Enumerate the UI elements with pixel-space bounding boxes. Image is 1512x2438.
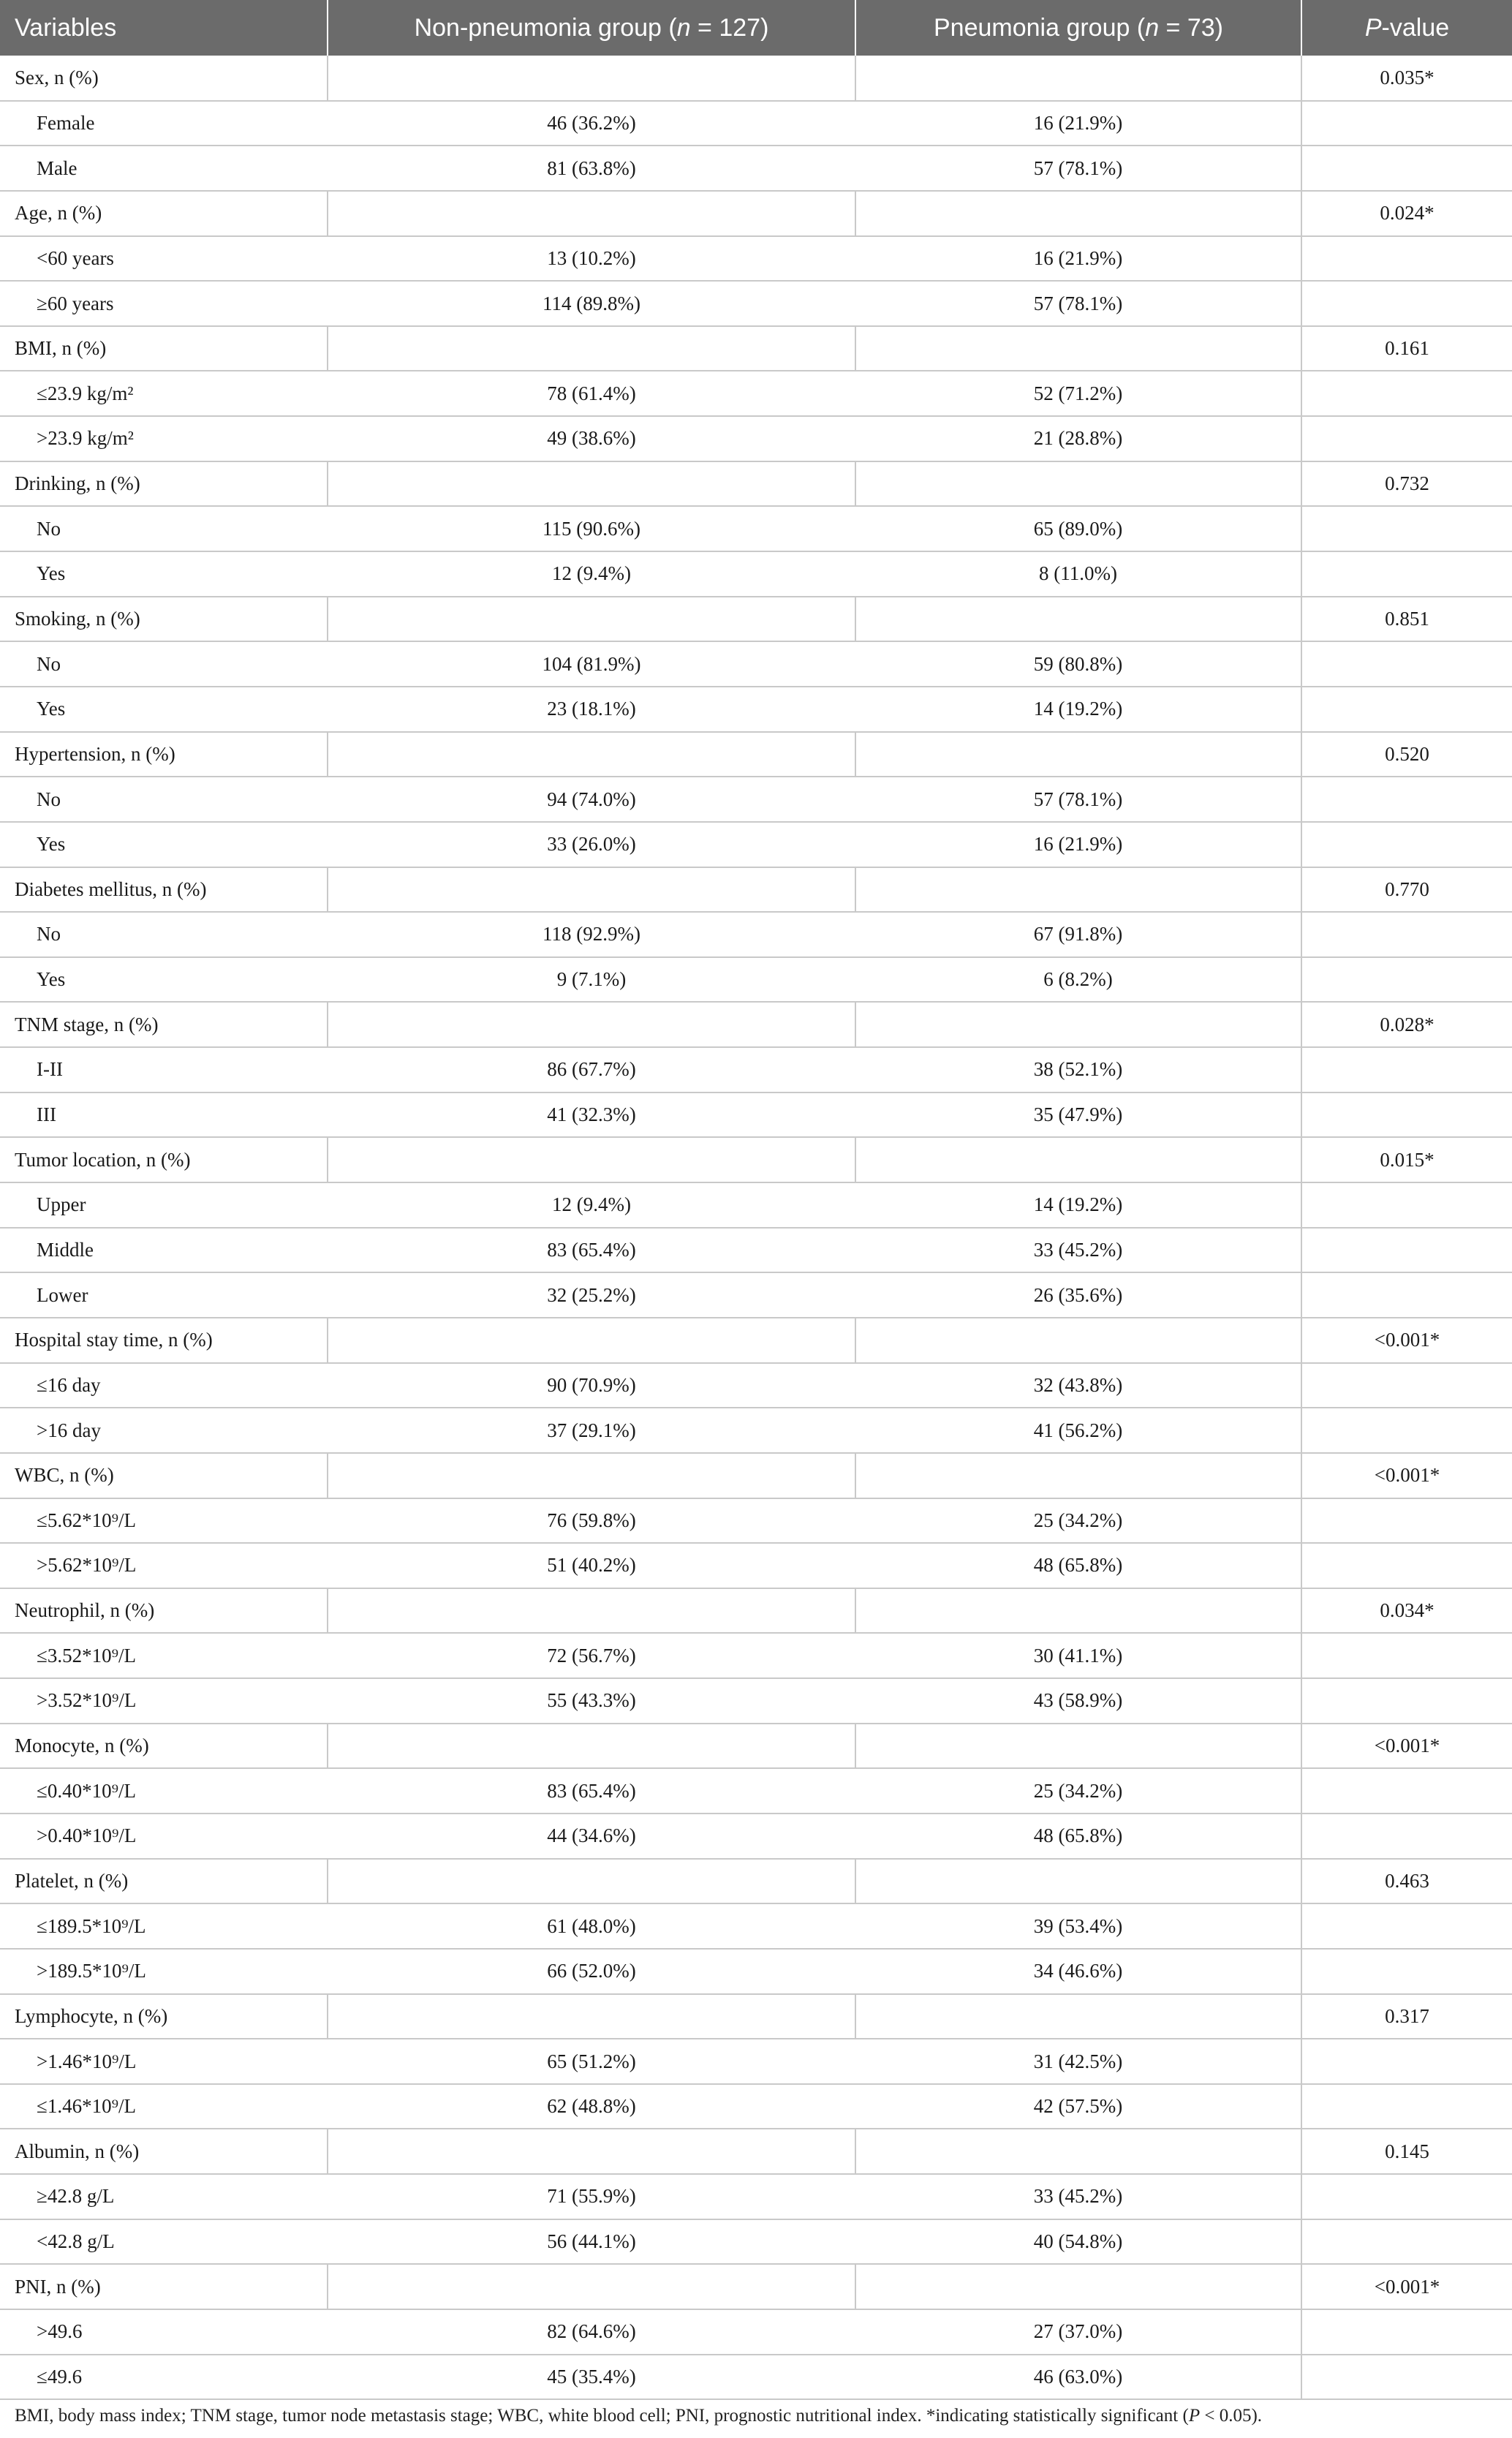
cell-variable: Hospital stay time, n (%) — [0, 1318, 328, 1363]
cell-p-value: 0.770 — [1301, 867, 1512, 913]
cell-variable: No — [0, 506, 328, 551]
cell-non-pneumonia: 83 (65.4%) — [328, 1228, 855, 1273]
cell-non-pneumonia: 118 (92.9%) — [328, 912, 855, 957]
table-row-variable — [0, 191, 1512, 236]
cell-p-value — [1301, 2084, 1512, 2129]
cell-pneumonia — [855, 1002, 1301, 1047]
table-row-category — [0, 2219, 1512, 2265]
cell-non-pneumonia: 23 (18.1%) — [328, 687, 855, 732]
header-variables: Variables — [0, 0, 328, 56]
cell-variable: Yes — [0, 957, 328, 1003]
table-header — [0, 0, 1512, 56]
cell-p-value — [1301, 1949, 1512, 1994]
cell-pneumonia: 34 (46.6%) — [855, 1949, 1301, 1994]
table-row-variable — [0, 56, 1512, 101]
cell-non-pneumonia — [328, 1588, 855, 1634]
cell-non-pneumonia: 83 (65.4%) — [328, 1768, 855, 1814]
cell-non-pneumonia: 81 (63.8%) — [328, 146, 855, 191]
cell-variable: No — [0, 641, 328, 687]
cell-pneumonia — [855, 1859, 1301, 1904]
cell-non-pneumonia — [328, 1318, 855, 1363]
table-row-category — [0, 2174, 1512, 2219]
cell-non-pneumonia: 37 (29.1%) — [328, 1408, 855, 1453]
cell-pneumonia: 16 (21.9%) — [855, 822, 1301, 867]
table-row-category — [0, 777, 1512, 822]
cell-pneumonia: 57 (78.1%) — [855, 777, 1301, 822]
cell-p-value: 0.015* — [1301, 1137, 1512, 1182]
table-row-category — [0, 2039, 1512, 2084]
cell-non-pneumonia: 46 (36.2%) — [328, 101, 855, 146]
table-footnote: BMI, body mass index; TNM stage, tumor node metastasis stage; WBC, white blood cell; PNI, prognostic nutritional index. *indicating statistically significant (P < 0.05). — [15, 2406, 1263, 2426]
table-row-variable — [0, 2129, 1512, 2174]
table-row-category — [0, 416, 1512, 461]
cell-pneumonia — [855, 597, 1301, 642]
table-row-category — [0, 1949, 1512, 1994]
cell-pneumonia — [855, 1453, 1301, 1498]
cell-p-value — [1301, 1678, 1512, 1724]
cell-variable: >5.62*10⁹/L — [0, 1543, 328, 1588]
cell-non-pneumonia — [328, 1002, 855, 1047]
cell-p-value — [1301, 2355, 1512, 2400]
cell-p-value — [1301, 1498, 1512, 1544]
cell-non-pneumonia — [328, 1137, 855, 1182]
cell-variable: Male — [0, 146, 328, 191]
table-row-category — [0, 371, 1512, 416]
cell-variable: >16 day — [0, 1408, 328, 1453]
cell-variable: ≤5.62*10⁹/L — [0, 1498, 328, 1544]
header-p-value: P-value — [1301, 0, 1512, 56]
cell-non-pneumonia: 49 (38.6%) — [328, 416, 855, 461]
table-row-variable — [0, 1994, 1512, 2039]
cell-p-value — [1301, 1903, 1512, 1949]
cell-variable: >3.52*10⁹/L — [0, 1678, 328, 1724]
cell-p-value — [1301, 506, 1512, 551]
cell-p-value: <0.001* — [1301, 2264, 1512, 2309]
cell-non-pneumonia: 72 (56.7%) — [328, 1633, 855, 1678]
cell-pneumonia: 38 (52.1%) — [855, 1047, 1301, 1092]
cell-non-pneumonia: 44 (34.6%) — [328, 1814, 855, 1859]
cell-variable: Tumor location, n (%) — [0, 1137, 328, 1182]
cell-pneumonia: 14 (19.2%) — [855, 687, 1301, 732]
table-row-category — [0, 236, 1512, 282]
cell-non-pneumonia — [328, 867, 855, 913]
cell-p-value — [1301, 101, 1512, 146]
cell-variable: ≥60 years — [0, 281, 328, 326]
cell-non-pneumonia — [328, 1994, 855, 2039]
cell-variable: >189.5*10⁹/L — [0, 1949, 328, 1994]
table-row-category — [0, 641, 1512, 687]
table-row-category — [0, 2084, 1512, 2129]
table-row-variable — [0, 1002, 1512, 1047]
cell-non-pneumonia: 61 (48.0%) — [328, 1903, 855, 1949]
cell-variable: >0.40*10⁹/L — [0, 1814, 328, 1859]
cell-pneumonia: 8 (11.0%) — [855, 551, 1301, 597]
cell-non-pneumonia: 115 (90.6%) — [328, 506, 855, 551]
cell-p-value — [1301, 687, 1512, 732]
cell-variable: ≤0.40*10⁹/L — [0, 1768, 328, 1814]
table-row-category — [0, 912, 1512, 957]
cell-pneumonia: 16 (21.9%) — [855, 101, 1301, 146]
cell-variable: Yes — [0, 687, 328, 732]
cell-p-value — [1301, 2219, 1512, 2265]
cell-non-pneumonia: 51 (40.2%) — [328, 1543, 855, 1588]
table-row-category — [0, 1903, 1512, 1949]
cell-variable: Sex, n (%) — [0, 56, 328, 101]
cell-pneumonia: 25 (34.2%) — [855, 1498, 1301, 1544]
table-row-category — [0, 687, 1512, 732]
cell-p-value: 0.317 — [1301, 1994, 1512, 2039]
cell-variable: I-II — [0, 1047, 328, 1092]
cell-p-value: <0.001* — [1301, 1453, 1512, 1498]
table-row-category — [0, 2355, 1512, 2400]
cell-variable: Upper — [0, 1182, 328, 1228]
cell-variable: >23.9 kg/m² — [0, 416, 328, 461]
cell-variable: Yes — [0, 822, 328, 867]
table-row-variable — [0, 597, 1512, 642]
table-row-variable — [0, 2264, 1512, 2309]
cell-pneumonia: 67 (91.8%) — [855, 912, 1301, 957]
cell-variable: ≤3.52*10⁹/L — [0, 1633, 328, 1678]
cell-non-pneumonia — [328, 1724, 855, 1769]
cell-non-pneumonia — [328, 597, 855, 642]
table-row-category — [0, 1633, 1512, 1678]
cell-p-value — [1301, 416, 1512, 461]
table-row-category — [0, 1228, 1512, 1273]
cell-p-value — [1301, 2039, 1512, 2084]
cell-variable: PNI, n (%) — [0, 2264, 328, 2309]
cell-pneumonia: 31 (42.5%) — [855, 2039, 1301, 2084]
cell-p-value: 0.145 — [1301, 2129, 1512, 2174]
header-non-pneumonia: Non-pneumonia group (n = 127) — [328, 0, 855, 56]
cell-pneumonia: 6 (8.2%) — [855, 957, 1301, 1003]
cell-variable: WBC, n (%) — [0, 1453, 328, 1498]
cell-variable: Lymphocyte, n (%) — [0, 1994, 328, 2039]
cell-variable: Albumin, n (%) — [0, 2129, 328, 2174]
cell-variable: Yes — [0, 551, 328, 597]
cell-p-value — [1301, 1363, 1512, 1408]
cell-pneumonia — [855, 732, 1301, 777]
cell-non-pneumonia: 45 (35.4%) — [328, 2355, 855, 2400]
cell-pneumonia: 33 (45.2%) — [855, 2174, 1301, 2219]
cell-variable: No — [0, 912, 328, 957]
cell-variable: Drinking, n (%) — [0, 461, 328, 507]
cell-p-value — [1301, 371, 1512, 416]
cell-p-value: 0.034* — [1301, 1588, 1512, 1634]
cell-pneumonia: 40 (54.8%) — [855, 2219, 1301, 2265]
cell-non-pneumonia: 56 (44.1%) — [328, 2219, 855, 2265]
cell-variable: <42.8 g/L — [0, 2219, 328, 2265]
cell-p-value: <0.001* — [1301, 1724, 1512, 1769]
table-row-variable — [0, 1859, 1512, 1904]
cell-pneumonia: 30 (41.1%) — [855, 1633, 1301, 1678]
cell-p-value: 0.851 — [1301, 597, 1512, 642]
cell-pneumonia: 33 (45.2%) — [855, 1228, 1301, 1273]
cell-non-pneumonia: 65 (51.2%) — [328, 2039, 855, 2084]
cell-p-value — [1301, 551, 1512, 597]
cell-variable: Monocyte, n (%) — [0, 1724, 328, 1769]
cell-variable: Hypertension, n (%) — [0, 732, 328, 777]
cell-non-pneumonia: 71 (55.9%) — [328, 2174, 855, 2219]
cell-p-value: 0.024* — [1301, 191, 1512, 236]
table-row-variable — [0, 326, 1512, 371]
cell-pneumonia — [855, 1724, 1301, 1769]
cell-non-pneumonia — [328, 1453, 855, 1498]
table-row-category — [0, 822, 1512, 867]
table-row-category — [0, 1182, 1512, 1228]
cell-p-value — [1301, 281, 1512, 326]
cell-pneumonia: 42 (57.5%) — [855, 2084, 1301, 2129]
cell-pneumonia: 14 (19.2%) — [855, 1182, 1301, 1228]
table-row-category — [0, 2309, 1512, 2355]
cell-variable: >49.6 — [0, 2309, 328, 2355]
table-row-category — [0, 1498, 1512, 1544]
cell-p-value — [1301, 1768, 1512, 1814]
cell-variable: ≤189.5*10⁹/L — [0, 1903, 328, 1949]
table-row-category — [0, 957, 1512, 1003]
cell-variable: ≥42.8 g/L — [0, 2174, 328, 2219]
cell-pneumonia: 41 (56.2%) — [855, 1408, 1301, 1453]
table-row-category — [0, 551, 1512, 597]
cell-p-value: 0.520 — [1301, 732, 1512, 777]
cell-variable: ≤49.6 — [0, 2355, 328, 2400]
cell-pneumonia — [855, 2264, 1301, 2309]
cell-p-value — [1301, 822, 1512, 867]
cell-non-pneumonia: 86 (67.7%) — [328, 1047, 855, 1092]
cell-variable: Diabetes mellitus, n (%) — [0, 867, 328, 913]
cell-non-pneumonia: 55 (43.3%) — [328, 1678, 855, 1724]
table-row-variable — [0, 1588, 1512, 1634]
cell-non-pneumonia: 13 (10.2%) — [328, 236, 855, 282]
table-row-category — [0, 1363, 1512, 1408]
cell-non-pneumonia — [328, 56, 855, 101]
cell-pneumonia: 35 (47.9%) — [855, 1092, 1301, 1138]
cell-variable: Lower — [0, 1272, 328, 1318]
cell-p-value — [1301, 146, 1512, 191]
cell-p-value — [1301, 1182, 1512, 1228]
cell-pneumonia: 27 (37.0%) — [855, 2309, 1301, 2355]
cell-p-value — [1301, 957, 1512, 1003]
cell-non-pneumonia: 9 (7.1%) — [328, 957, 855, 1003]
table-row-category — [0, 146, 1512, 191]
cell-p-value: 0.028* — [1301, 1002, 1512, 1047]
cell-non-pneumonia: 78 (61.4%) — [328, 371, 855, 416]
cell-non-pneumonia: 66 (52.0%) — [328, 1949, 855, 1994]
cell-pneumonia: 65 (89.0%) — [855, 506, 1301, 551]
cell-pneumonia: 16 (21.9%) — [855, 236, 1301, 282]
cell-p-value: 0.035* — [1301, 56, 1512, 101]
table-row-category — [0, 1047, 1512, 1092]
table-row-variable — [0, 732, 1512, 777]
header-pneumonia: Pneumonia group (n = 73) — [855, 0, 1301, 56]
table-row-category — [0, 1543, 1512, 1588]
table-row-variable — [0, 1453, 1512, 1498]
cell-p-value — [1301, 2174, 1512, 2219]
table-body — [0, 56, 1512, 2399]
cell-variable: Smoking, n (%) — [0, 597, 328, 642]
cell-p-value — [1301, 1633, 1512, 1678]
cell-p-value: <0.001* — [1301, 1318, 1512, 1363]
cell-non-pneumonia: 104 (81.9%) — [328, 641, 855, 687]
table-row-variable — [0, 867, 1512, 913]
cell-p-value — [1301, 1228, 1512, 1273]
cell-non-pneumonia: 12 (9.4%) — [328, 551, 855, 597]
cell-p-value — [1301, 777, 1512, 822]
cell-variable: <60 years — [0, 236, 328, 282]
cell-pneumonia — [855, 191, 1301, 236]
cell-p-value: 0.161 — [1301, 326, 1512, 371]
cell-p-value: 0.463 — [1301, 1859, 1512, 1904]
cell-pneumonia — [855, 1318, 1301, 1363]
cell-variable: Middle — [0, 1228, 328, 1273]
cell-non-pneumonia: 82 (64.6%) — [328, 2309, 855, 2355]
cell-pneumonia — [855, 2129, 1301, 2174]
table-row-category — [0, 101, 1512, 146]
cell-p-value — [1301, 2309, 1512, 2355]
cell-pneumonia: 59 (80.8%) — [855, 641, 1301, 687]
table-row-category — [0, 506, 1512, 551]
cell-non-pneumonia: 90 (70.9%) — [328, 1363, 855, 1408]
cell-pneumonia — [855, 1994, 1301, 2039]
cell-non-pneumonia: 76 (59.8%) — [328, 1498, 855, 1544]
cell-pneumonia — [855, 867, 1301, 913]
cell-non-pneumonia — [328, 326, 855, 371]
table-row-variable — [0, 1724, 1512, 1769]
cell-p-value — [1301, 912, 1512, 957]
cell-p-value — [1301, 1092, 1512, 1138]
table-row-category — [0, 1272, 1512, 1318]
table-row-category — [0, 1408, 1512, 1453]
header-row — [0, 0, 1512, 56]
cell-p-value — [1301, 1408, 1512, 1453]
cell-non-pneumonia — [328, 191, 855, 236]
cell-pneumonia — [855, 326, 1301, 371]
cell-variable: Neutrophil, n (%) — [0, 1588, 328, 1634]
table-row-category — [0, 1678, 1512, 1724]
cell-pneumonia: 43 (58.9%) — [855, 1678, 1301, 1724]
cell-p-value — [1301, 1047, 1512, 1092]
cell-non-pneumonia: 32 (25.2%) — [328, 1272, 855, 1318]
cell-pneumonia: 48 (65.8%) — [855, 1814, 1301, 1859]
table-row-category — [0, 1768, 1512, 1814]
table-row-category — [0, 281, 1512, 326]
cell-pneumonia — [855, 461, 1301, 507]
cell-non-pneumonia — [328, 2129, 855, 2174]
cell-p-value: 0.732 — [1301, 461, 1512, 507]
table-row-variable — [0, 461, 1512, 507]
cell-non-pneumonia — [328, 732, 855, 777]
cell-variable: ≤23.9 kg/m² — [0, 371, 328, 416]
cell-pneumonia: 52 (71.2%) — [855, 371, 1301, 416]
cell-pneumonia: 26 (35.6%) — [855, 1272, 1301, 1318]
cell-pneumonia: 39 (53.4%) — [855, 1903, 1301, 1949]
cell-non-pneumonia — [328, 1859, 855, 1904]
table-row-variable — [0, 1137, 1512, 1182]
table-row-category — [0, 1814, 1512, 1859]
cell-variable: >1.46*10⁹/L — [0, 2039, 328, 2084]
cell-variable: BMI, n (%) — [0, 326, 328, 371]
cell-p-value — [1301, 236, 1512, 282]
cell-non-pneumonia — [328, 461, 855, 507]
cell-pneumonia: 25 (34.2%) — [855, 1768, 1301, 1814]
cell-p-value — [1301, 1543, 1512, 1588]
cell-variable: Platelet, n (%) — [0, 1859, 328, 1904]
table-row-category — [0, 1092, 1512, 1138]
cell-non-pneumonia: 94 (74.0%) — [328, 777, 855, 822]
table-row-variable — [0, 1318, 1512, 1363]
cell-pneumonia: 57 (78.1%) — [855, 146, 1301, 191]
cell-pneumonia: 48 (65.8%) — [855, 1543, 1301, 1588]
cell-variable: III — [0, 1092, 328, 1138]
cell-non-pneumonia: 33 (26.0%) — [328, 822, 855, 867]
cell-pneumonia — [855, 1588, 1301, 1634]
cell-non-pneumonia — [328, 2264, 855, 2309]
cell-non-pneumonia: 12 (9.4%) — [328, 1182, 855, 1228]
cell-pneumonia — [855, 1137, 1301, 1182]
cell-pneumonia: 57 (78.1%) — [855, 281, 1301, 326]
cell-variable: No — [0, 777, 328, 822]
cell-pneumonia: 21 (28.8%) — [855, 416, 1301, 461]
cell-variable: TNM stage, n (%) — [0, 1002, 328, 1047]
cell-variable: Female — [0, 101, 328, 146]
cell-p-value — [1301, 1272, 1512, 1318]
cell-p-value — [1301, 641, 1512, 687]
cell-non-pneumonia: 114 (89.8%) — [328, 281, 855, 326]
cell-variable: ≤1.46*10⁹/L — [0, 2084, 328, 2129]
cell-p-value — [1301, 1814, 1512, 1859]
cell-non-pneumonia: 41 (32.3%) — [328, 1092, 855, 1138]
cell-non-pneumonia: 62 (48.8%) — [328, 2084, 855, 2129]
cell-pneumonia: 32 (43.8%) — [855, 1363, 1301, 1408]
cell-pneumonia — [855, 56, 1301, 101]
cell-pneumonia: 46 (63.0%) — [855, 2355, 1301, 2400]
cell-variable: ≤16 day — [0, 1363, 328, 1408]
cell-variable: Age, n (%) — [0, 191, 328, 236]
